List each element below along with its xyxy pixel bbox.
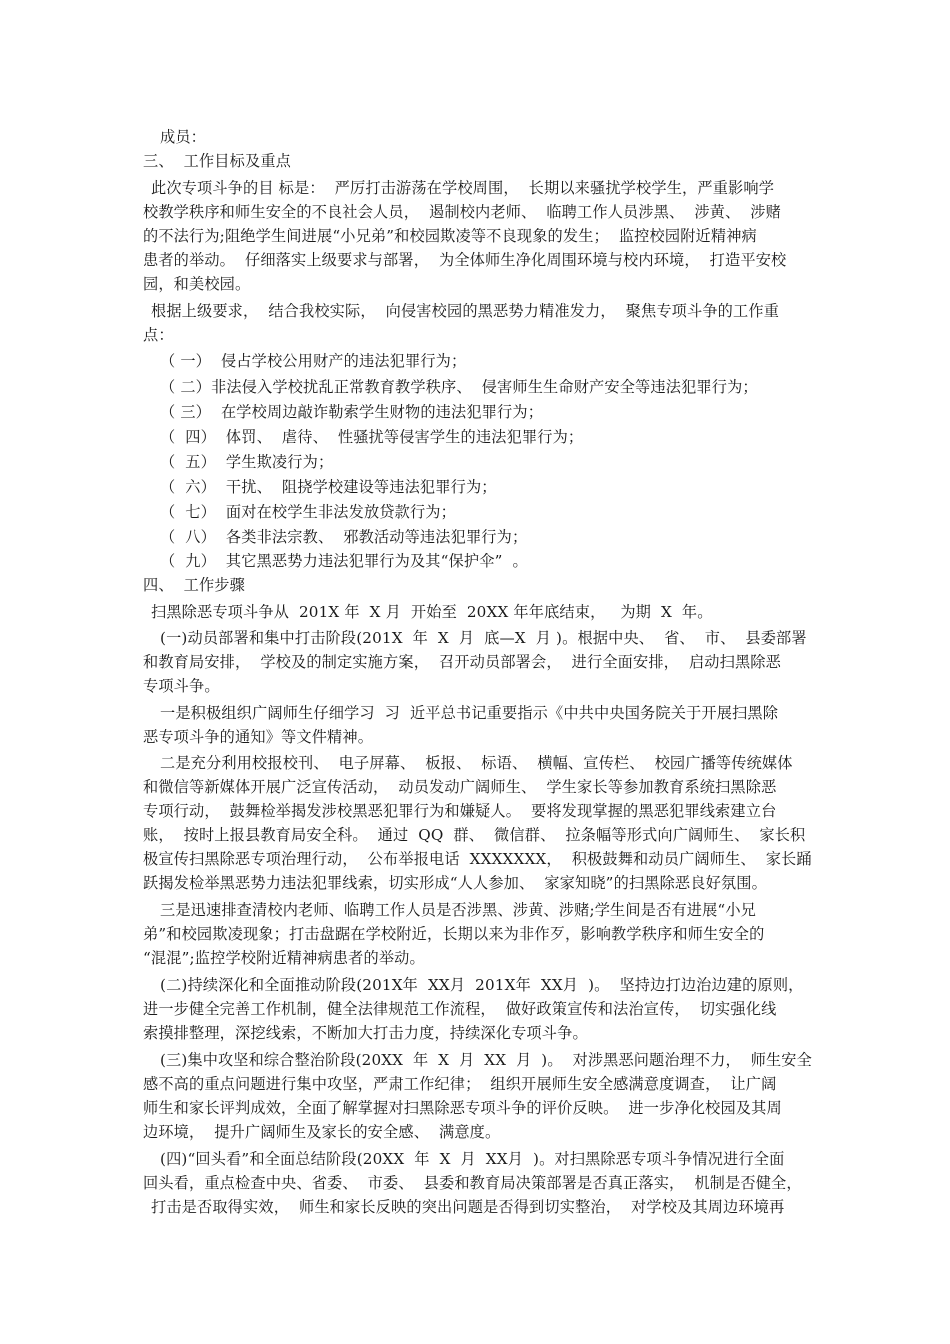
text-line: 账， 按时上报县教育局安全科。 通过 QQ 群、 微信群、 拉条幅等形式向广阔师生、 家长积	[143, 826, 806, 844]
text-line: 索摸排整理，深挖线索，不断加大打击力度，持续深化专项斗争。	[143, 1024, 588, 1042]
text-line: 点：	[143, 326, 174, 344]
text-line: 弟”和校园欺凌现象；打击盘踞在学校附近，长期以来为非作歹，影响教学秩序和师生安全的	[143, 925, 765, 943]
text-line: 患者的举动。 仔细落实上级要求与部署， 为全体师生净化周围环境与校内环境， 打造平安校	[143, 251, 787, 269]
list-item: （ 七） 面对在校学生非法发放贷款行为；	[160, 503, 456, 521]
list-item: （ 八） 各类非法宗教、 邪教活动等违法犯罪行为；	[160, 528, 528, 546]
list-item: （ 四） 体罚、 虐待、 性骚扰等侵害学生的违法犯罪行为；	[160, 428, 584, 446]
text-line: 进一步健全完善工作机制，健全法律规范工作流程， 做好政策宣传和法治宣传， 切实强化线	[143, 1000, 777, 1018]
text-line: 三是迅速排查清校内老师、临聘工作人员是否涉黑、涉黄、涉赌;学生间是否有进展“小兄	[160, 901, 757, 919]
list-item: （ 六） 干扰、 阻挠学校建设等违法犯罪行为；	[160, 478, 497, 496]
text-line: 专项斗争。	[143, 677, 220, 695]
stage-1-heading: (一)动员部署和集中打击阶段(201X 年 X 月 底—X 月 )。根据中央、 省、 市、 县委部署	[160, 629, 807, 647]
list-item: （ 二）非法侵入学校扰乱正常教育教学秩序、 侵害师生生命财产安全等违法犯罪行为；	[160, 378, 758, 396]
text-line: 恶专项斗争的通知》等文件精神。	[143, 728, 374, 746]
text-line: 师生和家长评判成效，全面了解掌握对扫黑除恶专项斗争的评价反映。 进一步净化校园及其周	[143, 1099, 782, 1117]
text-line: 边环境， 提升广阔师生及家长的安全感、 满意度。	[143, 1123, 501, 1141]
text-line: 专项行动， 鼓舞检举揭发涉校黑恶犯罪行为和嫌疑人。 要将发现掌握的黑恶犯罪线索建立台	[143, 802, 777, 820]
text-line: 根据上级要求， 结合我校实际， 向侵害校园的黑恶势力精准发力， 聚焦专项斗争的工作重	[151, 302, 780, 320]
text-line: 跃揭发检举黑恶势力违法犯罪线索，切实形成“人人参加、 家家知晓”的扫黑除恶良好氛围。	[143, 874, 767, 892]
text-line: 和教育局安排， 学校及的制定实施方案， 召开动员部署会， 进行全面安排， 启动扫黑除恶	[143, 653, 781, 671]
heading-section-3: 三、 工作目标及重点	[143, 152, 291, 170]
list-item: （ 一） 侵占学校公用财产的违法犯罪行为；	[160, 352, 467, 370]
list-item: （ 三） 在学校周边敲诈勒索学生财物的违法犯罪行为；	[160, 403, 544, 421]
text-line: 和微信等新媒体开展广泛宣传活动， 动员发动广阔师生、 学生家长等参加教育系统扫黑除恶	[143, 778, 777, 796]
stage-2-heading: (二)持续深化和全面推动阶段(201X年 XX月 201X年 XX月 )。 坚持边打边治边建的原则，	[160, 976, 804, 994]
heading-section-4: 四、 工作步骤	[143, 576, 245, 594]
list-item: （ 五） 学生欺凌行为；	[160, 453, 334, 471]
text-line: 的不法行为;阻绝学生间进展“小兄弟”和校园欺凌等不良现象的发生； 监控校园附近精神病	[143, 227, 757, 245]
text-line: 极宣传扫黑除恶专项治理行动， 公布举报电话 XXXXXXX， 积极鼓舞和动员广阔师生、 家长踊	[143, 850, 812, 868]
text-line: 打击是否取得实效， 师生和家长反映的突出问题是否得到切实整治， 对学校及其周边环境再	[151, 1198, 785, 1216]
text-line: 二是充分利用校报校刊、 电子屏幕、 板报、 标语、 横幅、宣传栏、 校园广播等传统媒体	[160, 754, 793, 772]
list-item: （ 九） 其它黑恶势力违法犯罪行为及其“保护伞” 。	[160, 552, 528, 570]
text-line: 校教学秩序和师生安全的不良社会人员， 遏制校内老师、 临聘工作人员涉黑、 涉黄、 涉赌	[143, 203, 781, 221]
text-line: 扫黑除恶专项斗争从 201X 年 X 月 开始至 20XX 年年底结束， 为期 X 年。	[151, 603, 713, 621]
text-line: 一是积极组织广阔师生仔细学习 习 近平总书记重要指示《中共中央国务院关于开展扫黑除	[160, 704, 779, 722]
text-line: 此次专项斗争的目 标是： 严厉打击游荡在学校周围， 长期以来骚扰学校学生，严重影响学	[151, 179, 775, 197]
stage-3-heading: (三)集中攻坚和综合整治阶段(20XX 年 X 月 XX 月 )。 对涉黑恶问题治理不力， 师生安全	[160, 1051, 812, 1069]
text-line: 感不高的重点问题进行集中攻坚，严肃工作纪律； 组织开展师生安全感满意度调查， 让广阔	[143, 1075, 777, 1093]
text-line: 回头看，重点检查中央、省委、 市委、 县委和教育局决策部署是否真正落实， 机制是否健全，	[143, 1174, 802, 1192]
text-line: “混混”;监控学校附近精神病患者的举动。	[143, 949, 425, 967]
text-line: 园，和美校园。	[143, 275, 251, 293]
text-line-members: 成员：	[160, 128, 207, 146]
stage-4-heading: (四)“回头看”和全面总结阶段(20XX 年 X 月 XX月 )。对扫黑除恶专项斗争情况进行全面	[160, 1150, 785, 1168]
